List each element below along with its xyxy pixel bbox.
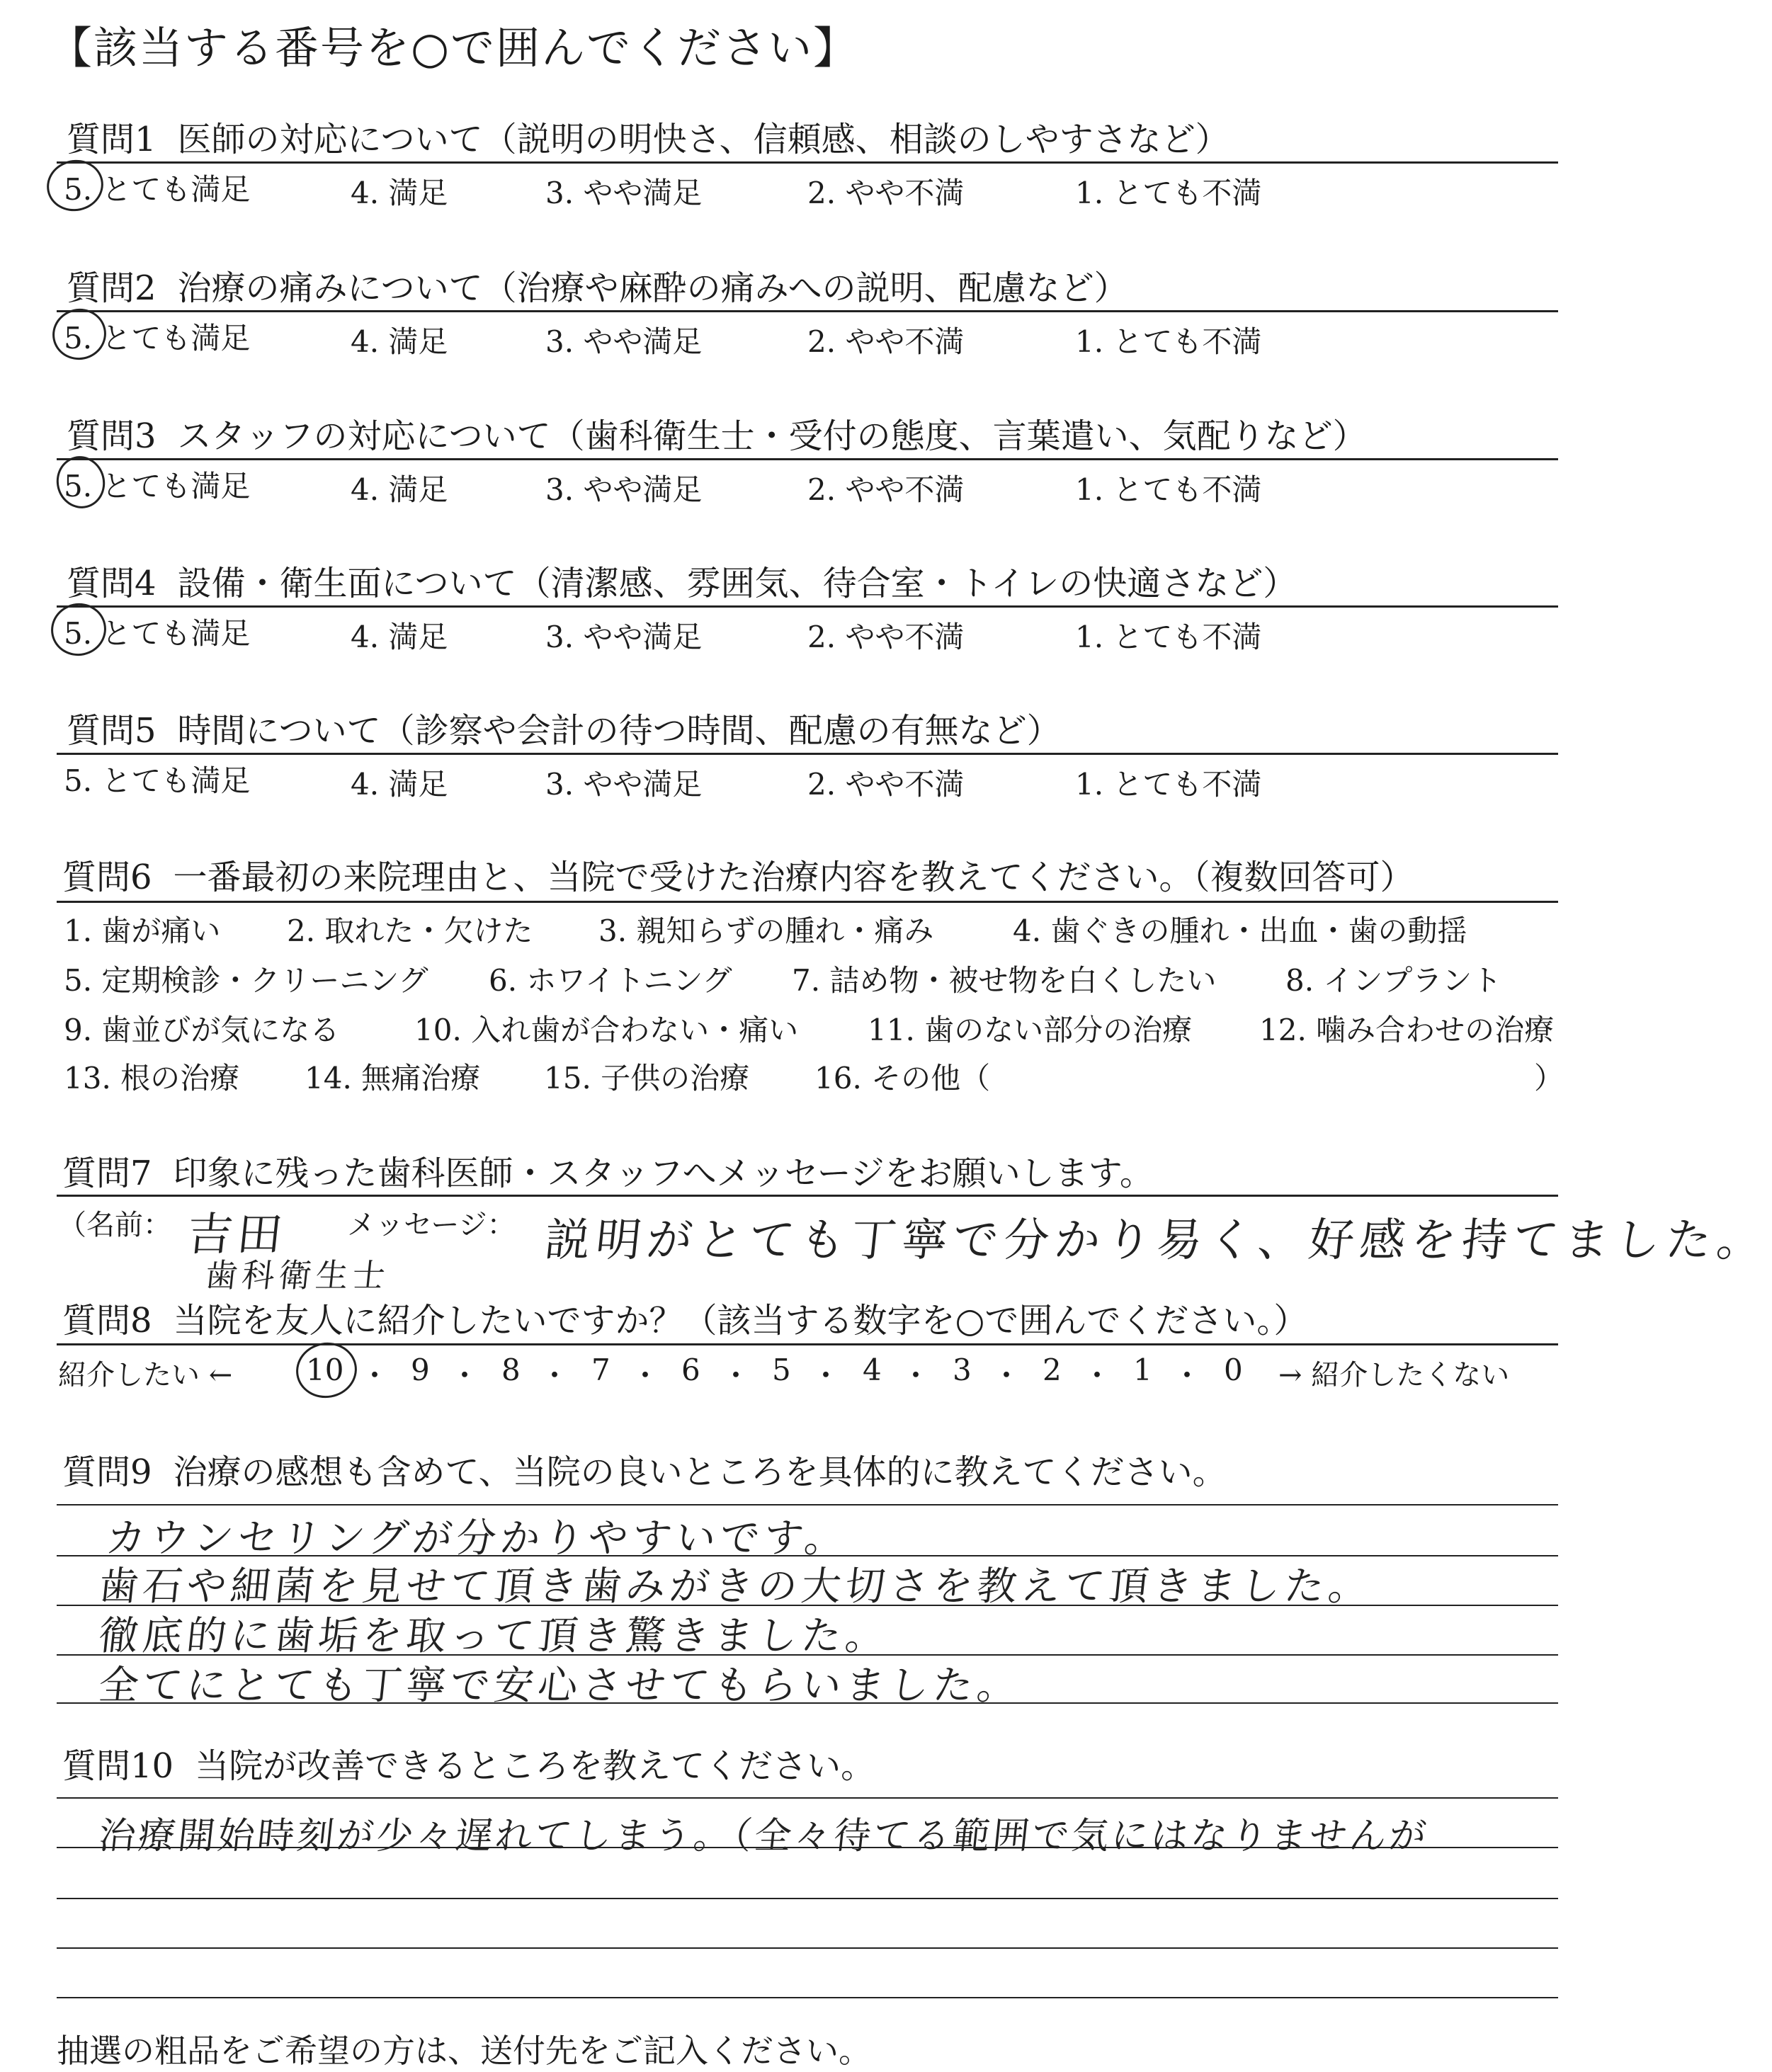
handwritten-answer-line: 全てにとても丁寧で安心させてもらいました。 [96, 1663, 1023, 1709]
question-label: 質問4 [67, 564, 157, 603]
answer-line [57, 1797, 1558, 1799]
question-label: 質問2 [67, 268, 157, 308]
question-3 [67, 409, 1367, 457]
scale-separator: ・ [540, 1358, 570, 1393]
scale-separator: ・ [901, 1358, 931, 1393]
scale-5[interactable]: 5 [772, 1353, 791, 1387]
option-3[interactable]: 3. やや満足 [545, 620, 703, 654]
option-3[interactable]: 3. やや満足 [545, 472, 703, 507]
option-4[interactable]: 4. 満足 [351, 620, 448, 654]
option-2[interactable]: 2. やや不満 [807, 472, 965, 507]
scale-separator: ・ [992, 1358, 1022, 1393]
answer-line [57, 1997, 1558, 1998]
scale-separator: ・ [450, 1358, 480, 1393]
option-5[interactable]: 5. とても満足 [64, 616, 251, 651]
question-4 [67, 556, 1297, 605]
divider [57, 458, 1558, 460]
checkbox-item[interactable]: 3. 親知らずの腫れ・痛み [598, 913, 934, 948]
checkbox-item[interactable]: 9. 歯並びが気になる [64, 1013, 340, 1047]
question-5 [67, 703, 1061, 752]
option-1[interactable]: 1. とても不満 [1075, 620, 1262, 654]
scale-separator: ・ [721, 1358, 751, 1393]
option-5[interactable]: 5. とても満足 [64, 763, 251, 798]
question-label: 質問5 [67, 711, 157, 751]
question-7 [62, 1146, 1154, 1195]
checkbox-item[interactable]: 11. 歯のない部分の治療 [868, 1013, 1193, 1047]
checkbox-item[interactable]: 12. 噛み合わせの治療 [1259, 1013, 1555, 1047]
question-10 [62, 1738, 875, 1787]
option-5[interactable]: 5. とても満足 [64, 172, 251, 207]
question-title: 医師の対応について（説明の明快さ、信頼感、相談のしやすさなど） [177, 120, 1229, 159]
scale-separator: ・ [1082, 1358, 1113, 1393]
handwritten-role: 歯科衛生士 [203, 1256, 392, 1294]
scale-1[interactable]: 1 [1133, 1353, 1152, 1387]
question-label: 質問8 [62, 1301, 152, 1340]
checkbox-item[interactable]: 14. 無痛治療 [305, 1061, 481, 1095]
divider [57, 161, 1558, 164]
question-8 [62, 1293, 1307, 1342]
scale-4[interactable]: 4 [863, 1353, 882, 1387]
recommend-left-label: 紹介したい ← [58, 1359, 233, 1391]
scale-separator: ・ [1172, 1358, 1203, 1393]
scale-separator: ・ [630, 1358, 661, 1393]
handwritten-answer-line: 治療開始時刻が少々遅れてしまう。（全々待てる範囲で気にはなりませんが [96, 1815, 1431, 1857]
question-title: 治療の痛みについて（治療や麻酔の痛みへの説明、配慮など） [177, 268, 1128, 308]
question-2 [67, 261, 1128, 309]
option-1[interactable]: 1. とても不満 [1075, 176, 1262, 210]
option-3[interactable]: 3. やや満足 [545, 176, 703, 210]
question-title: 印象に残った歯科医師・スタッフへメッセージをお願いします。 [173, 1154, 1154, 1193]
checkbox-item[interactable]: 8. インプラント [1285, 963, 1502, 998]
name-label: （名前： [58, 1209, 171, 1241]
other-close-paren: ） [1534, 1061, 1564, 1095]
checkbox-item[interactable]: 6. ホワイトニング [489, 963, 732, 998]
question-label: 質問7 [62, 1154, 152, 1193]
option-1[interactable]: 1. とても不満 [1075, 324, 1262, 359]
divider [57, 901, 1558, 903]
divider [57, 605, 1558, 608]
scale-7[interactable]: 7 [591, 1353, 610, 1387]
option-5[interactable]: 5. とても満足 [64, 469, 251, 503]
scale-8[interactable]: 8 [501, 1353, 521, 1387]
scale-3[interactable]: 3 [953, 1353, 972, 1387]
divider [57, 310, 1558, 312]
question-label: 質問6 [62, 858, 152, 897]
option-4[interactable]: 4. 満足 [351, 176, 448, 210]
divider [57, 1343, 1558, 1345]
page-title: 【該当する番号を○で囲んでください】 [48, 22, 859, 74]
checkbox-item[interactable]: 4. 歯ぐきの腫れ・出血・歯の動揺 [1013, 913, 1467, 948]
option-1[interactable]: 1. とても不満 [1075, 767, 1262, 802]
message-label: メッセージ： [347, 1209, 516, 1241]
checkbox-item[interactable]: 5. 定期検診・クリーニング [64, 963, 428, 998]
option-4[interactable]: 4. 満足 [351, 472, 448, 507]
option-2[interactable]: 2. やや不満 [807, 324, 965, 359]
handwritten-answer-line: 歯石や細菌を見せて頂き歯みがきの大切さを教えて頂きました。 [96, 1564, 1375, 1610]
option-5[interactable]: 5. とても満足 [64, 321, 251, 355]
question-title: 当院を友人に紹介したいですか？（該当する数字を○で囲んでください。） [173, 1301, 1308, 1340]
option-3[interactable]: 3. やや満足 [545, 767, 703, 802]
handwritten-name: 吉田 [184, 1209, 290, 1261]
scale-separator: ・ [360, 1358, 390, 1393]
divider [57, 1195, 1558, 1197]
checkbox-item[interactable]: 7. 詰め物・被せ物を白くしたい [792, 963, 1217, 998]
scale-separator: ・ [811, 1358, 841, 1393]
question-title: 治療の感想も含めて、当院の良いところを具体的に教えてください。 [173, 1452, 1227, 1492]
question-title: 当院が改善できるところを教えてください。 [195, 1746, 875, 1786]
scale-6[interactable]: 6 [681, 1353, 700, 1387]
checkbox-item[interactable]: 13. 根の治療 [64, 1061, 240, 1095]
question-6 [62, 850, 1414, 899]
recommend-right-label: → 紹介したくない [1278, 1359, 1510, 1391]
scale-10[interactable]: 10 [306, 1353, 344, 1387]
scale-2[interactable]: 2 [1043, 1353, 1062, 1387]
question-title: 一番最初の来院理由と、当院で受けた治療内容を教えてください。（複数回答可） [173, 858, 1414, 897]
checkbox-item[interactable]: 10. 入れ歯が合わない・痛い [414, 1013, 799, 1047]
option-2[interactable]: 2. やや不満 [807, 767, 965, 802]
question-1 [67, 112, 1229, 161]
checkbox-item-other[interactable]: 16. その他（ [814, 1061, 991, 1095]
scale-0[interactable]: 0 [1224, 1353, 1243, 1387]
divider [57, 753, 1558, 755]
footer-note: 抽選の粗品をご希望の方は、送付先をご記入ください。 [57, 2032, 871, 2070]
question-label: 質問1 [67, 120, 157, 159]
checkbox-item[interactable]: 1. 歯が痛い [64, 913, 221, 948]
option-2[interactable]: 2. やや不満 [807, 176, 965, 210]
option-3[interactable]: 3. やや満足 [545, 324, 703, 359]
handwritten-message: 説明がとても丁寧で分かり易く、好感を持てました。 [542, 1214, 1771, 1267]
option-4[interactable]: 4. 満足 [351, 767, 448, 802]
question-9 [62, 1445, 1227, 1493]
question-title: 設備・衛生面について（清潔感、雰囲気、待合室・トイレの快適さなど） [177, 564, 1297, 603]
option-2[interactable]: 2. やや不満 [807, 620, 965, 654]
scale-9[interactable]: 9 [411, 1353, 430, 1387]
answer-line [57, 1947, 1558, 1949]
option-1[interactable]: 1. とても不満 [1075, 472, 1262, 507]
checkbox-item[interactable]: 15. 子供の治療 [544, 1061, 750, 1095]
answer-line [57, 1504, 1558, 1505]
question-title: スタッフの対応について（歯科衛生士・受付の態度、言葉遣い、気配りなど） [177, 416, 1367, 456]
checkbox-item[interactable]: 2. 取れた・欠けた [287, 913, 533, 948]
option-4[interactable]: 4. 満足 [351, 324, 448, 359]
question-label: 質問3 [67, 416, 157, 456]
handwritten-answer-line: カウンセリングが分かりやすいです。 [103, 1515, 851, 1561]
question-title: 時間について（診察や会計の待つ時間、配慮の有無など） [177, 711, 1061, 751]
question-label: 質問9 [62, 1452, 152, 1492]
handwritten-answer-line: 徹底的に歯垢を取って頂き驚きました。 [96, 1613, 892, 1659]
question-label: 質問10 [62, 1746, 174, 1786]
answer-line [57, 1898, 1558, 1899]
